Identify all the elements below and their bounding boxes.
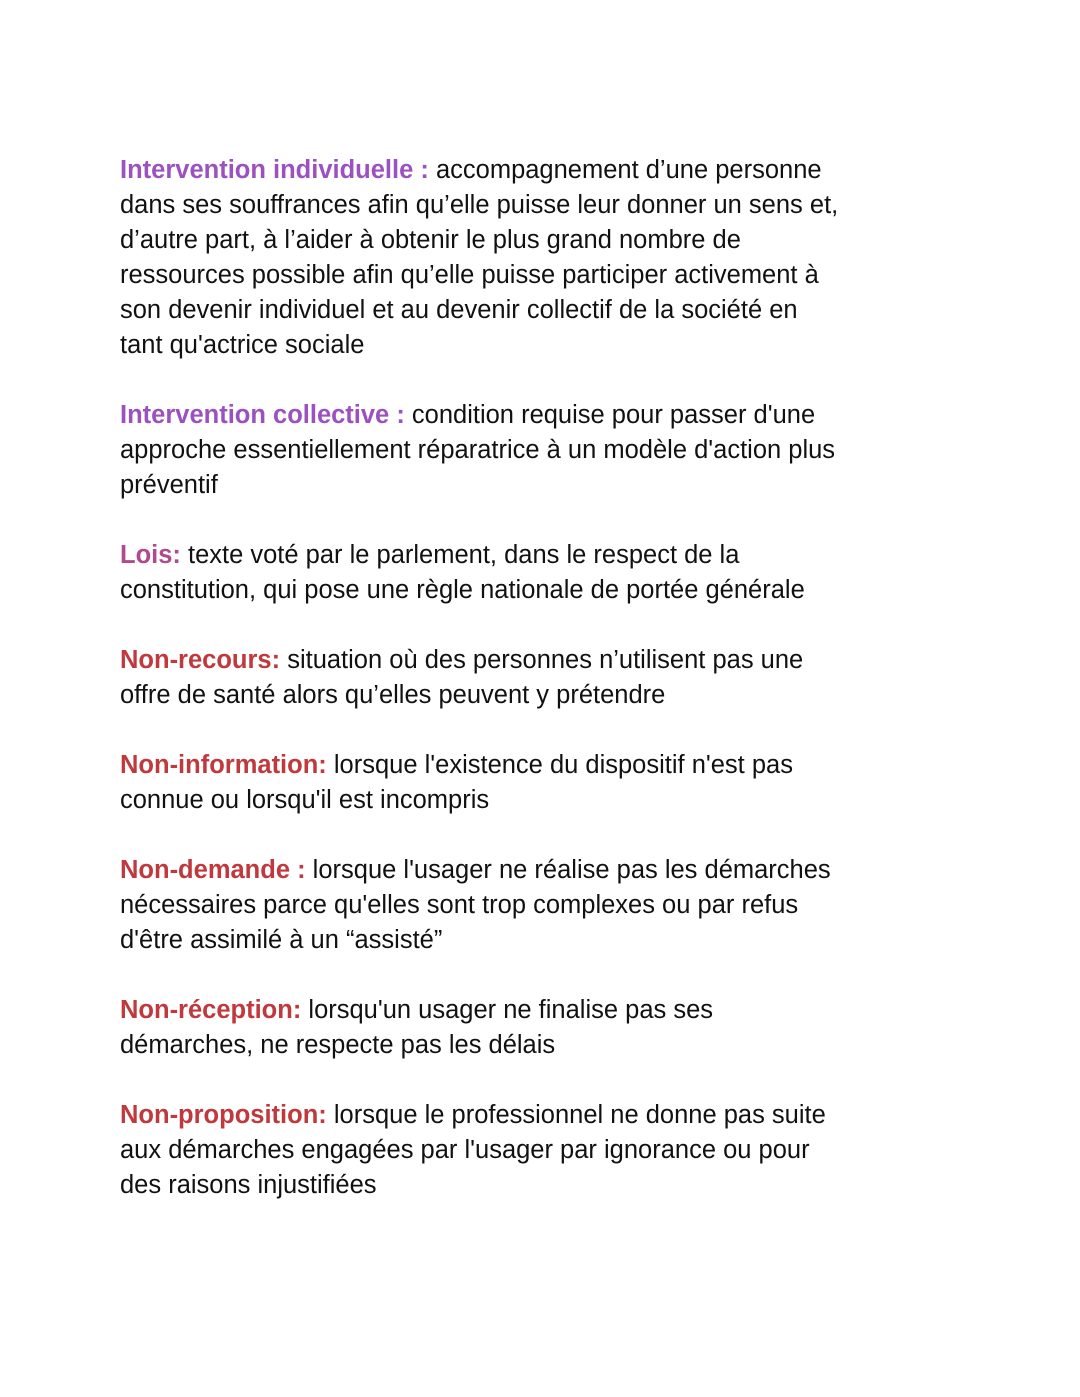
definition-line [120,258,838,293]
definition-text: condition requise pour passer d'une [404,401,816,429]
definition-text: nécessaires parce qu'elles sont trop complexes ou par refus [120,891,799,919]
definition-text: préventif [120,471,218,499]
definition-entry [120,398,838,503]
definition-line [120,433,838,468]
definition-line [120,1168,838,1203]
definition-text: accompagnement d’une personne [428,156,822,184]
definition-entry [120,853,838,958]
definition-line [120,188,838,223]
definition-term: Intervention individuelle : [120,156,429,184]
definition-text: lorsque l'existence du dispositif n'est pas [326,751,793,779]
definition-text: situation où des personnes n’utilisent pas une [280,646,804,674]
definition-text: son devenir individuel et au devenir collectif de la société en [120,296,798,324]
definition-line [120,678,838,713]
document-body [120,153,838,1238]
definition-text: connue ou lorsqu'il est incompris [120,786,490,814]
definition-line [120,1098,838,1133]
definition-line [120,328,838,363]
definition-line [120,468,838,503]
definition-entry [120,153,838,363]
definition-term: Non-réception: [120,996,302,1024]
definition-term: Lois: [120,541,181,569]
definition-line [120,538,838,573]
definition-line [120,398,838,433]
definition-entry [120,748,838,818]
definition-line [120,293,838,328]
definition-text: tant qu'actrice sociale [120,331,365,359]
definition-line [120,888,838,923]
definition-text: ressources possible afin qu’elle puisse participer activement à [120,261,819,289]
definition-term: Non-information: [120,751,327,779]
definition-line [120,993,838,1028]
definition-text: constitution, qui pose une règle nationale de portée générale [120,576,805,604]
definition-text: texte voté par le parlement, dans le respect de la [180,541,740,569]
definition-text: lorsque l'usager ne réalise pas les démarches [305,856,831,884]
definition-text: offre de santé alors qu’elles peuvent y prétendre [120,681,666,709]
definition-text: lorsque le professionnel ne donne pas suite [326,1101,826,1129]
definition-line [120,853,838,888]
definition-text: d’autre part, à l’aider à obtenir le plus grand nombre de [120,226,741,254]
definition-text: dans ses souffrances afin qu’elle puisse leur donner un sens et, [120,191,839,219]
definition-line [120,748,838,783]
definition-entry [120,1098,838,1203]
definition-entry [120,643,838,713]
definition-line [120,643,838,678]
definition-text: d'être assimilé à un “assisté” [120,926,443,954]
definition-line [120,573,838,608]
definition-text: approche essentiellement réparatrice à un modèle d'action plus [120,436,836,464]
definition-entry [120,538,838,608]
definition-line [120,153,838,188]
definition-text: des raisons injustifiées [120,1171,377,1199]
definition-term: Non-proposition: [120,1101,327,1129]
definition-text: lorsqu'un usager ne finalise pas ses [301,996,714,1024]
definition-text: démarches, ne respecte pas les délais [120,1031,556,1059]
definition-text: aux démarches engagées par l'usager par ignorance ou pour [120,1136,810,1164]
definition-line [120,223,838,258]
definition-line [120,1133,838,1168]
definition-term: Non-recours: [120,646,281,674]
definition-term: Non-demande : [120,856,306,884]
definition-line [120,1028,838,1063]
definition-term: Intervention collective : [120,401,405,429]
definition-line [120,783,838,818]
definition-line [120,923,838,958]
definition-entry [120,993,838,1063]
